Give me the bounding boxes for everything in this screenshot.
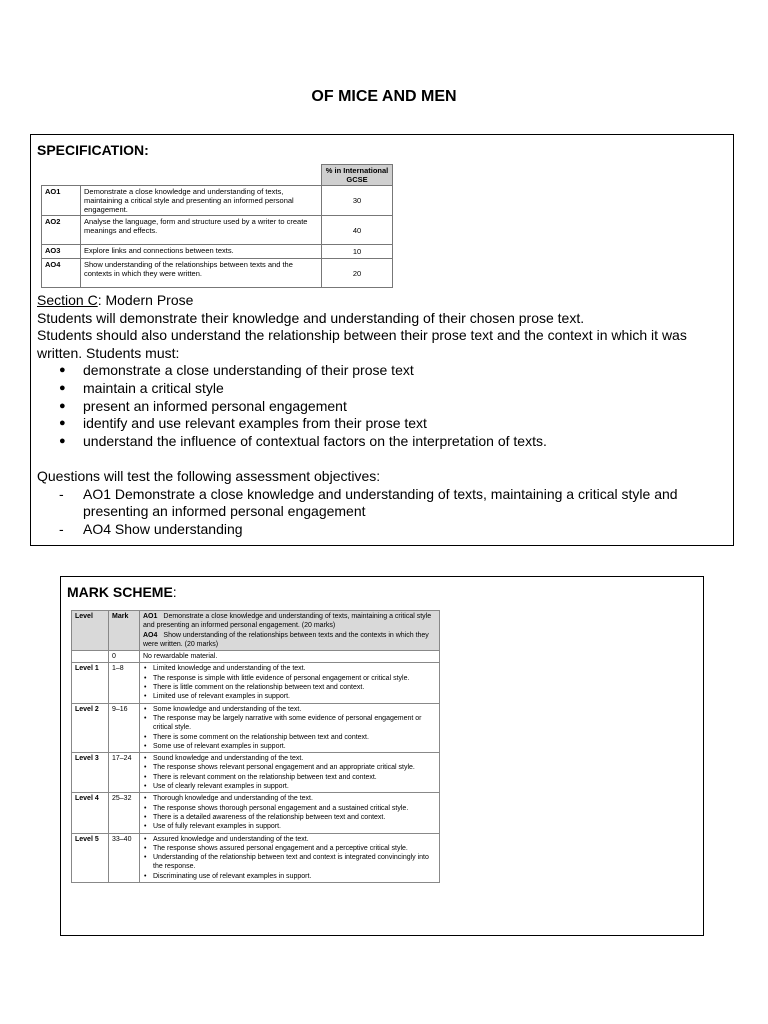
specification-text [37,292,727,538]
paragraph: Questions will test the following assessment objectives: [37,467,381,484]
list-item: ● present an informed personal engagement [37,398,727,416]
ao-code: AO4 [42,259,81,288]
ao-code: AO3 [42,245,81,259]
mark-scheme-table [71,610,440,883]
table-row: Level 4 25–32 • Thorough knowledge and understanding of the text. • The response shows thorough personal engagement and a sustained critical style. • There is a detailed awareness of the relationship between text and context. • Use of fully relevant examples in support. [72,793,440,833]
assessment-objectives-table [41,164,393,288]
section-title: : Modern Prose [97,292,194,308]
list-item: ● maintain a critical style [37,380,727,398]
ao-header: AO1 Demonstrate a close knowledge and understanding of texts, maintaining a critical style and presenting an informed personal engagement. (20 marks) AO4 Show understanding of the relationships between texts and the contexts in which they were written. (20 marks) [140,611,440,651]
table-row: Level 5 33–40 • Assured knowledge and understanding of the text. • The response shows assured personal engagement and a perceptive critical style. • Understanding of the relationship between text and context is integrated convincingly into the response. • Discriminating use of relevant examples in support. [72,833,440,882]
paragraph: Students will demonstrate their knowledge and understanding of their chosen prose text. [37,309,585,326]
ao-code: AO2 [42,216,81,245]
list-item: ● understand the influence of contextual factors on the interpretation of texts. [37,433,727,451]
ao-percent: 40 [322,216,393,245]
page-title: OF MICE AND MEN [311,88,457,105]
section-label: Section C [37,292,98,308]
specification-box [30,134,734,546]
table-header-row [72,611,440,651]
section-heading [37,292,727,310]
list-item: - AO4 Show understanding [37,521,727,539]
requirements-list [37,362,727,450]
ao-percent: 20 [322,259,393,288]
ao-description: Analyse the language, form and structure used by a writer to create meanings and effects. [81,216,322,245]
ao-percent: 10 [322,245,393,259]
table-row [42,186,393,216]
table-row: Level 2 9–16 • Some knowledge and understanding of the text. • The response may be largely narrative with some evidence of personal engagement or critical style. • There is some comment on the relationship between text and context. • Some use of relevant examples in support. [72,703,440,752]
ao-description: Show understanding of the relationships between texts and the contexts in which they were written. [81,259,322,288]
ao-description: Demonstrate a close knowledge and understanding of texts, maintaining a critical style and presenting an informed personal engagement. [81,186,322,216]
ao-code: AO1 [42,186,81,216]
percent-header: % in International GCSE [322,165,393,186]
ao-description: Explore links and connections between texts. [81,245,322,259]
paragraph: Students should also understand the relationship between their prose text and the context in which it was written. Students must: [37,327,687,361]
specification-heading: SPECIFICATION: [37,142,149,158]
table-row: Level 3 17–24 • Sound knowledge and understanding of the text. • The response shows relevant personal engagement and an appropriate critical style. • There is relevant comment on the relationship between text and context. • Use of clearly relevant examples in support. [72,753,440,793]
mark-scheme-heading: MARK SCHEME: [67,584,177,600]
mark-scheme-box [60,576,704,936]
table-row [42,245,393,259]
ao-percent: 30 [322,186,393,216]
level-header: Level [72,611,109,651]
table-row: Level 1 1–8 • Limited knowledge and understanding of the text. • The response is simple with little evidence of personal engagement or critical style. • There is little comment on the relationship between text and context. • Limited use of relevant examples in support. [72,663,440,703]
table-row [42,216,393,245]
list-item: ● identify and use relevant examples from their prose text [37,415,727,433]
table-row: 0 No rewardable material. [72,651,440,663]
list-item: - AO1 Demonstrate a close knowledge and understanding of texts, maintaining a critical style and presenting an informed personal engagement [37,486,727,521]
table-row [42,259,393,288]
objectives-list [37,486,727,539]
mark-header: Mark [109,611,140,651]
list-item: ● demonstrate a close understanding of their prose text [37,362,727,380]
